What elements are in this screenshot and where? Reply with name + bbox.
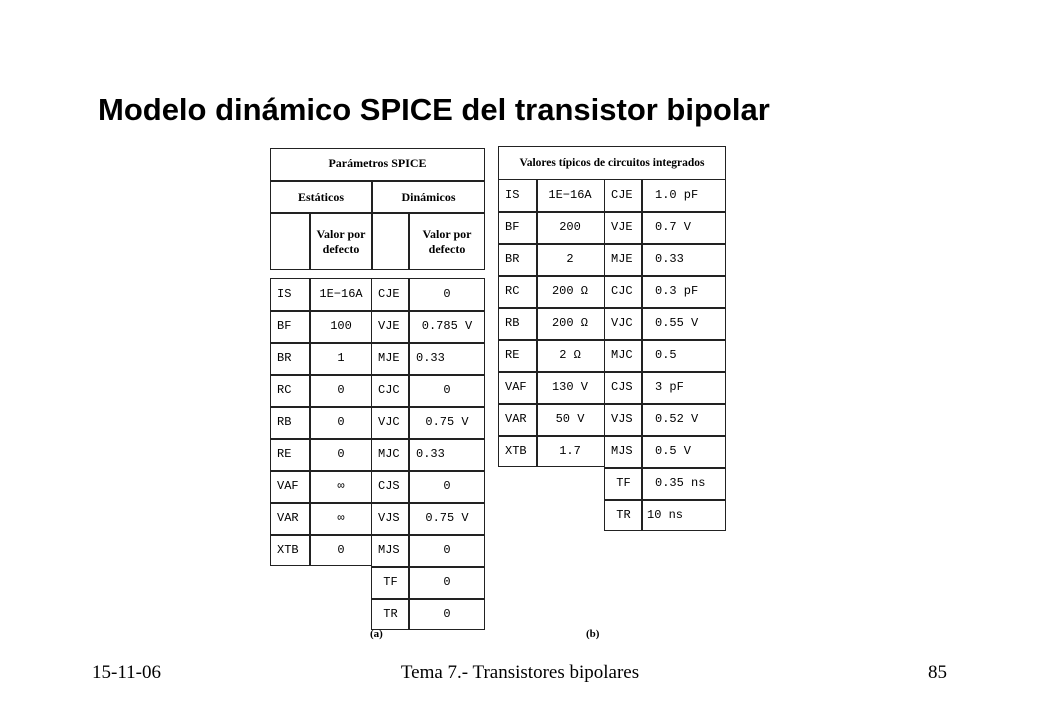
table-row-param: MJC: [378, 447, 400, 461]
table-row-value: 200 Ω: [551, 284, 588, 298]
table-row-param: MJS: [611, 444, 633, 458]
table-row-value: 0: [337, 415, 345, 429]
table-row-value: ∞: [337, 511, 345, 525]
table-row-param: TF: [616, 476, 631, 490]
table-a-title: Parámetros SPICE: [328, 155, 427, 170]
table-row-value: 1E−16A: [548, 188, 592, 202]
table-row-value: 10 ns: [647, 508, 684, 522]
table-row-value: 3 pF: [655, 380, 684, 394]
table-row-param: CJS: [378, 479, 400, 493]
table-row-value: 130 V: [551, 380, 588, 394]
table-b-caption: (b): [586, 628, 600, 640]
table-row-param: MJS: [378, 543, 400, 557]
table-row-param: CJS: [611, 380, 633, 394]
table-row-param: BF: [277, 319, 292, 333]
table-row-param: VJS: [378, 511, 400, 525]
table-row-param: VAR: [505, 412, 527, 426]
table-row-value: 100: [330, 319, 352, 333]
table-row-param: RC: [277, 383, 292, 397]
table-row-value: 0.75 V: [425, 415, 469, 429]
table-row-value: 1.0 pF: [655, 188, 699, 202]
dynamic-header: Dinámicos: [401, 189, 456, 204]
table-row-param: VJC: [611, 316, 633, 330]
table-row-value: 2 Ω: [559, 348, 581, 362]
table-row-param: VJE: [378, 319, 400, 333]
table-row-value: 0.7 V: [655, 220, 692, 234]
table-row-value: 0.785 V: [421, 319, 473, 333]
table-row-value: 0: [443, 543, 451, 557]
table-row-value: 0.5 V: [655, 444, 692, 458]
table-row-param: CJC: [611, 284, 633, 298]
table-row-param: RB: [277, 415, 292, 429]
table-row-param: RB: [505, 316, 520, 330]
table-row-value: 0.33: [655, 252, 684, 266]
table-row-param: MJC: [611, 348, 633, 362]
table-row-param: TF: [383, 575, 398, 589]
table-row-value: 0: [443, 383, 451, 397]
table-row-param: MJE: [611, 252, 633, 266]
table-row-value: 0.5: [655, 348, 677, 362]
table-row-param: VJE: [611, 220, 633, 234]
table-row-param: RC: [505, 284, 520, 298]
table-row-value: 0: [443, 607, 451, 621]
table-row-value: 50 V: [555, 412, 585, 426]
footer-date: 15-11-06: [92, 662, 161, 683]
table-row-param: CJC: [378, 383, 400, 397]
table-row-param: XTB: [277, 543, 299, 557]
table-row-param: TR: [616, 508, 631, 522]
table-row-value: 0.55 V: [655, 316, 699, 330]
table-row-value: 1.7: [559, 444, 581, 458]
table-row-param: CJE: [378, 287, 400, 301]
table-row-param: VAF: [505, 380, 527, 394]
table-row-value: 0.3 pF: [655, 284, 699, 298]
table-row-value: 0: [443, 479, 451, 493]
table-b-title: Valores típicos de circuitos integrados: [519, 157, 705, 169]
table-row-value: 0: [337, 447, 345, 461]
table-row-param: CJE: [611, 188, 633, 202]
table-row-param: BR: [505, 252, 520, 266]
table-row-param: RE: [277, 447, 292, 461]
table-row-param: VAR: [277, 511, 299, 525]
table-row-param: VJC: [378, 415, 400, 429]
table-row-value: 0.75 V: [425, 511, 469, 525]
table-row-value: 1E−16A: [319, 287, 363, 301]
page-number: 85: [928, 662, 947, 683]
table-row-value: 1: [337, 351, 345, 365]
table-row-value: 0.52 V: [655, 412, 699, 426]
table-row-param: IS: [277, 287, 292, 301]
table-row-value: 0.35 ns: [655, 476, 706, 490]
table-a-caption: (a): [370, 628, 383, 640]
slide-title: Modelo dinámico SPICE del transistor bipolar: [98, 92, 770, 127]
table-row-value: 0: [443, 287, 451, 301]
table-row-value: 200: [559, 220, 581, 234]
table-row-value: 0.33: [416, 351, 445, 365]
table-row-value: ∞: [337, 479, 345, 493]
table-row-param: VJS: [611, 412, 633, 426]
table-row-param: XTB: [505, 444, 527, 458]
table-row-param: MJE: [378, 351, 400, 365]
table-row-value: 0: [443, 575, 451, 589]
table-row-value: 200 Ω: [551, 316, 588, 330]
table-row-value: 2: [566, 252, 574, 266]
table-row-value: 0: [337, 543, 345, 557]
static-header: Estáticos: [298, 189, 344, 204]
static-default-header: Valor por defecto: [316, 227, 366, 256]
table-row-param: VAF: [277, 479, 299, 493]
table-row-param: BR: [277, 351, 292, 365]
table-row-param: TR: [383, 607, 398, 621]
table-row-param: BF: [505, 220, 520, 234]
dynamic-default-header: Valor por defecto: [422, 227, 472, 256]
table-row-param: IS: [505, 188, 520, 202]
table-row-param: RE: [505, 348, 520, 362]
table-row-value: 0.33: [416, 447, 445, 461]
footer-topic: Tema 7.- Transistores bipolares: [400, 662, 640, 683]
table-row-value: 0: [337, 383, 345, 397]
